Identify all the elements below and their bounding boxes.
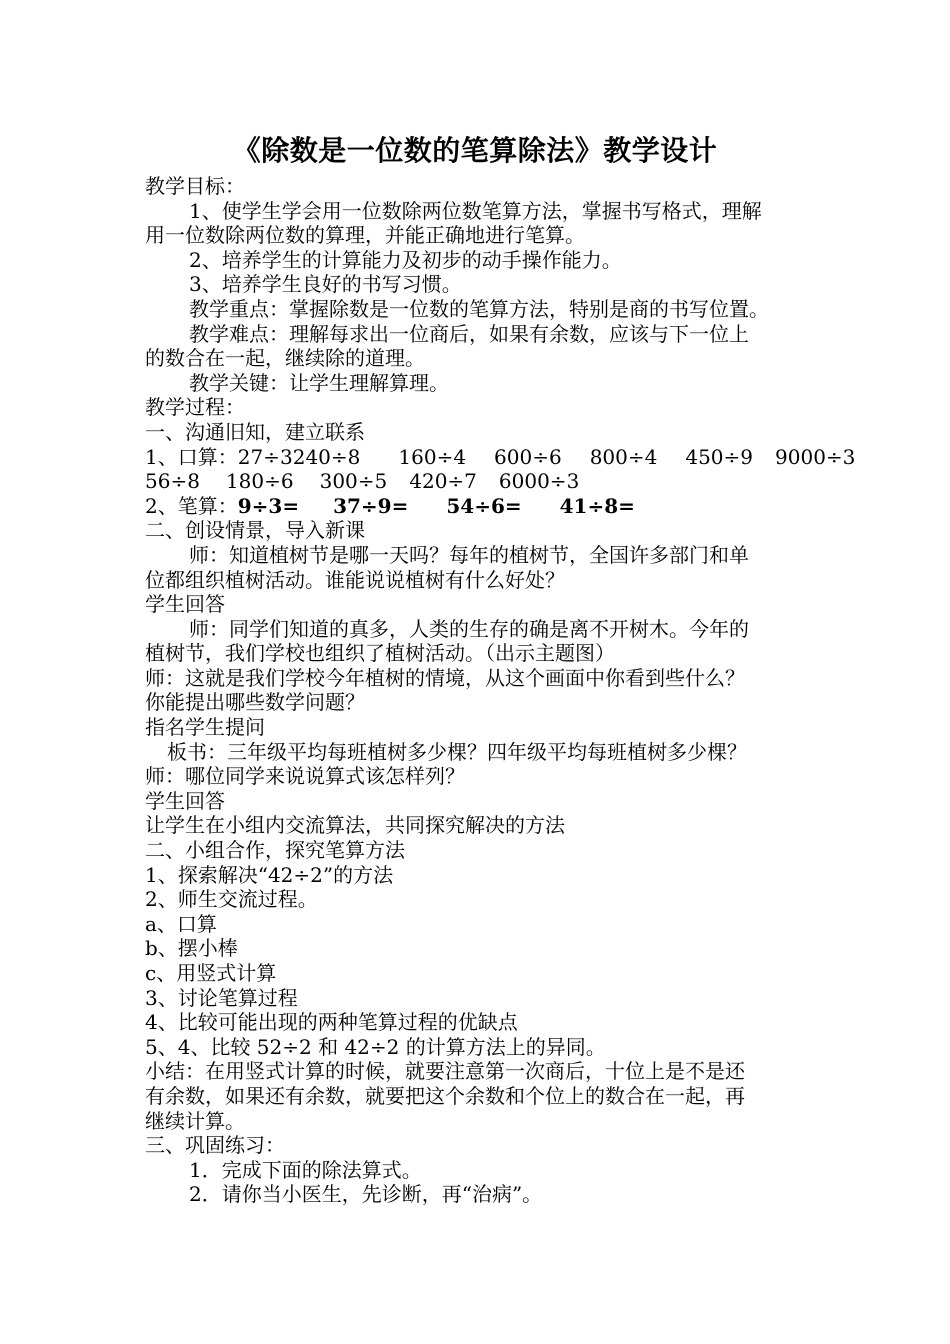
oral-calc-line-2 [145, 469, 821, 494]
teacher-remark-line-2: 植树节，我们学校也组织了植树活动。（出示主题图） [145, 641, 615, 666]
oral-calc-label: 1、口算： [145, 444, 238, 469]
teaching-focus: 教学重点：掌握除数是一位数的笔算方法，特别是商的书写位置。 [189, 296, 769, 321]
objective-2: 2、培养学生的计算能力及初步的动手操作能力。 [189, 247, 622, 272]
oral-calc-item: 450÷9 [685, 444, 754, 469]
teaching-difficulty-line-1: 教学难点：理解每求出一位商后，如果有余数，应该与下一位上 [189, 321, 749, 346]
method-a: a、口算 [145, 911, 217, 936]
section-heading-process: 教学过程： [145, 395, 245, 420]
teaching-difficulty-line-2: 的数合在一起，继续除的道理。 [145, 346, 425, 371]
explore-item-4: 4、比较可能出现的两种笔算过程的优缺点 [145, 1010, 518, 1035]
document-body [145, 174, 856, 1207]
oral-calc-item: 420÷7 [409, 469, 477, 494]
practice-item-2: 2．请你当小医生，先诊断，再“治病”。 [189, 1182, 543, 1207]
summary-line-3: 继续计算。 [145, 1108, 245, 1133]
oral-calc-item: 9000÷3 [775, 444, 856, 469]
written-calc-item: 41÷8= [559, 493, 635, 518]
teacher-question-line-1: 师：知道植树节是哪一天吗？每年的植树节，全国许多部门和单 [189, 542, 749, 567]
teacher-scene-line-1: 师：这就是我们学校今年植树的情境，从这个画面中你看到些什么？ [145, 665, 745, 690]
method-b: b、摆小棒 [145, 936, 238, 961]
oral-calc-item: 180÷6 [225, 469, 294, 494]
oral-calc-item: 300÷5 [319, 469, 388, 494]
summary-line-2: 有余数，如果还有余数，就要把这个余数和个位上的数合在一起，再 [145, 1083, 745, 1108]
written-calc-line [145, 494, 821, 519]
practice-item-1: 1．完成下面的除法算式。 [189, 1157, 422, 1182]
oral-calc-item: 800÷4 [589, 444, 658, 469]
step-4-heading: 三、巩固练习： [145, 1133, 285, 1158]
method-c: c、用竖式计算 [145, 961, 277, 985]
written-calc-label: 2、笔算： [145, 493, 238, 518]
teacher-question-line-2: 位都组织植树活动。谁能说说植树有什么好处？ [145, 567, 565, 592]
student-answer-2: 学生回答 [145, 788, 225, 813]
explore-item-2: 2、师生交流过程。 [145, 887, 318, 912]
oral-calc-item: 27÷3 [237, 444, 293, 469]
step-2-heading: 二、创设情景，导入新课 [145, 518, 365, 543]
written-calc-item: 9÷3= [237, 493, 300, 518]
document-title: 《除数是一位数的笔算除法》教学设计 [232, 134, 718, 167]
written-calc-item: 37÷9= [333, 493, 409, 518]
objective-1-line-2: 用一位数除两位数的算理，并能正确地进行笔算。 [145, 223, 585, 248]
blackboard-note: 板书：三年级平均每班植树多少棵？四年级平均每班植树多少棵？ [167, 739, 747, 764]
teacher-scene-line-2: 你能提出哪些数学问题？ [145, 690, 365, 715]
explore-item-5: 5、4、比较 52÷2 和 42÷2 的计算方法上的异同。 [145, 1034, 606, 1059]
step-1-heading: 一、沟通旧知，建立联系 [145, 419, 365, 444]
summary-line-1: 小结：在用竖式计算的时候，就要注意第一次商后，十位上是不是还 [145, 1059, 745, 1084]
group-discussion: 让学生在小组内交流算法，共同探究解决的方法 [145, 813, 565, 838]
section-heading-objectives: 教学目标： [145, 174, 245, 198]
oral-calc-item: 56÷8 [145, 469, 200, 494]
teaching-key: 教学关键：让学生理解算理。 [189, 370, 449, 395]
written-calc-item: 54÷6= [446, 493, 522, 518]
explore-item-1: 1、探索解决“42÷2”的方法 [145, 862, 394, 887]
oral-calc-line-1 [145, 444, 856, 470]
oral-calc-item: 6000÷3 [498, 469, 580, 494]
oral-calc-item: 240÷8 [292, 444, 361, 469]
oral-calc-item: 600÷6 [494, 444, 562, 469]
student-answer: 学生回答 [145, 592, 225, 617]
objective-3: 3、培养学生良好的书写习惯。 [189, 272, 462, 297]
explore-item-3: 3、讨论笔算过程 [145, 985, 298, 1010]
teacher-formula-question: 师：哪位同学来说说算式该怎样列？ [145, 764, 465, 789]
objective-1-line-1: 1、使学生学会用一位数除两位数笔算方法，掌握书写格式，理解 [189, 198, 762, 223]
teacher-remark-line-1: 师：同学们知道的真多，人类的生存的确是离不开树木。今年的 [189, 616, 749, 641]
oral-calc-item: 160÷4 [398, 444, 467, 469]
step-3-heading: 二、小组合作，探究笔算方法 [145, 838, 405, 863]
student-questions: 指名学生提问 [145, 715, 265, 740]
